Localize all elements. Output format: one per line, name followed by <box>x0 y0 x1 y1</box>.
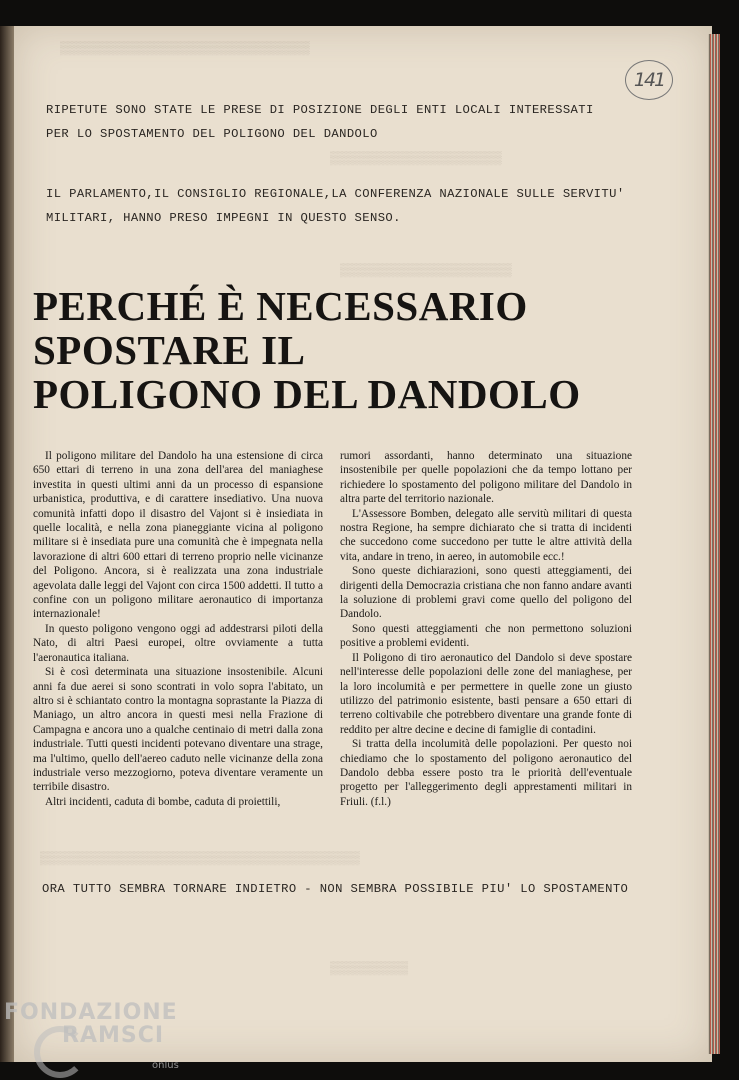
paragraph: Il Poligono di tiro aeronautico del Dandolo si deve spostare nell'interesse delle popolazioni delle zone del maniaghese, per la loro incolumità e per permettere in quelle zone un giusto utilizzo del patrimonio esistente, basti pensare a 650 ettari di terreno coltivabile che potrebbero diventare una grande fonte di reddito per altre decine e decine di famiglie di contadini. <box>340 651 632 736</box>
paragraph: rumori assordanti, hanno determinato una situazione insostenibile per quelle popolazioni che da tempo lottano per richiedere lo spostamento del poligono militare del Dandolo in altra parte del territorio nazionale. <box>340 450 632 506</box>
paragraph: L'Assessore Bomben, delegato alle servitù militari di questa nostra Regione, ha sempre dichiarato che si tratta di incidenti che succedono come succedono per tutte le altre attività della vita, andare in treno, in aereo, in automobile ecc.! <box>340 507 632 563</box>
typewritten-line: PER LO SPOSTAMENTO DEL POLIGONO DEL DANDOLO <box>46 127 378 141</box>
article-headline <box>33 284 581 416</box>
paragraph: Sono queste dichiarazioni, sono questi atteggiamenti, dei dirigenti della Democrazia cristiana che non fanno andare avanti la soluzione di problemi gravi come quello del poligono del Dandolo. <box>340 565 632 621</box>
bleed-through-text: ▒▒▒▒▒▒▒▒▒▒▒▒▒▒▒▒▒▒▒▒▒▒▒▒▒▒▒▒▒▒▒▒▒▒▒▒▒▒▒▒▒ <box>40 851 360 866</box>
typewritten-line: RIPETUTE SONO STATE LE PRESE DI POSIZIONE DEGLI ENTI LOCALI INTERESSATI <box>46 103 594 117</box>
typewritten-footer: ORA TUTTO SEMBRA TORNARE INDIETRO - NON SEMBRA POSSIBILE PIU' LO SPOSTAMENTO <box>42 882 629 896</box>
typewritten-line: MILITARI, HANNO PRESO IMPEGNI IN QUESTO SENSO. <box>46 211 401 225</box>
headline-line: SPOSTARE IL <box>33 327 306 373</box>
archive-watermark <box>4 1000 179 1071</box>
page-number-stamp: 141 <box>625 60 673 100</box>
watermark-suffix: onlus <box>152 1060 179 1071</box>
article-column-right <box>340 449 632 809</box>
page-edges <box>708 34 720 1054</box>
bleed-through-text: ▒▒▒▒▒▒▒▒▒▒▒▒▒▒▒▒▒▒▒▒▒▒▒▒▒▒▒▒▒▒▒▒ <box>60 41 310 56</box>
article-column-left <box>33 449 323 809</box>
watermark-logo-icon <box>34 1026 86 1078</box>
typewritten-statement <box>46 182 625 230</box>
paragraph: Altri incidenti, caduta di bombe, caduta di proiettili, <box>45 795 281 808</box>
paragraph: Sono questi atteggiamenti che non permettono soluzioni positive a problemi evidenti. <box>340 622 632 650</box>
bleed-through-text: ▒▒▒▒▒▒▒▒▒▒▒▒▒▒▒▒▒▒▒▒▒▒ <box>330 151 502 166</box>
watermark-line: FONDAZIONE <box>4 1000 178 1025</box>
paragraph: In questo poligono vengono oggi ad addestrarsi piloti della Nato, di altri Paesi europei, oltre ovviamente a tutta l'aeronautica italiana. <box>33 622 323 664</box>
bleed-through-text: ▒▒▒▒▒▒▒▒▒▒ <box>330 961 409 976</box>
headline-line: PERCHÉ È NECESSARIO <box>33 283 528 329</box>
paragraph: Si è così determinata una situazione insostenibile. Alcuni anni fa due aerei si sono scontrati in volo sopra l'abitato, un altro si è schiantato contro la montagna soprastante la Piazza di Maniago, un altro ancora in questi mesi nella Frazione di Campagna e ancora uno a qualche centinaio di metri dalla zona industriale. Tutti questi incidenti potevano diventare una strage, ma l'ultimo, quello dell'aereo caduto nelle vicinanze della zona industriale verso mezzogiorno, poteva diventare veramente un terribile disastro. <box>33 666 323 794</box>
paragraph: Il poligono militare del Dandolo ha una estensione di circa 650 ettari di terreno in una zona dell'area del maniaghese investita in questi ultimi anni da un processo di espansione urbanistica, produttiva, e di carattere insediativo. Una nuova comunità infatti dopo il disastro del Vajont si è insiediata in quelle località, e nella zona pianeggiante vicina al poligono militare si è insediata pure una comunità che è impegnata nella lavorazione di altri 600 ettari di terreno proprio nelle vicinanze del Poligono. Ancora, si è realizzata una zona industriale agevolata dalle leggi del Vajont con circa 1500 addetti. Il tutto a confine con un poligono militare aeronautico di importanza internazionale! <box>33 450 323 621</box>
watermark-line: RAMSCI <box>62 1023 165 1048</box>
typewritten-line: IL PARLAMENTO,IL CONSIGLIO REGIONALE,LA CONFERENZA NAZIONALE SULLE SERVITU' <box>46 187 625 201</box>
bleed-through-text: ▒▒▒▒▒▒▒▒▒▒▒▒▒▒▒▒▒▒▒▒▒▒ <box>340 263 512 278</box>
headline-line: POLIGONO DEL DANDOLO <box>33 371 581 417</box>
typewritten-header <box>46 98 594 146</box>
paragraph: Si tratta della incolumità delle popolazioni. Per questo noi chiediamo che lo spostamento del poligono aeronautico del Dandolo debba essere posto tra le priorità dell'eventuale progetto per l'alleggerimento degli apprestamenti militari in Friuli. (f.l.) <box>340 738 632 808</box>
